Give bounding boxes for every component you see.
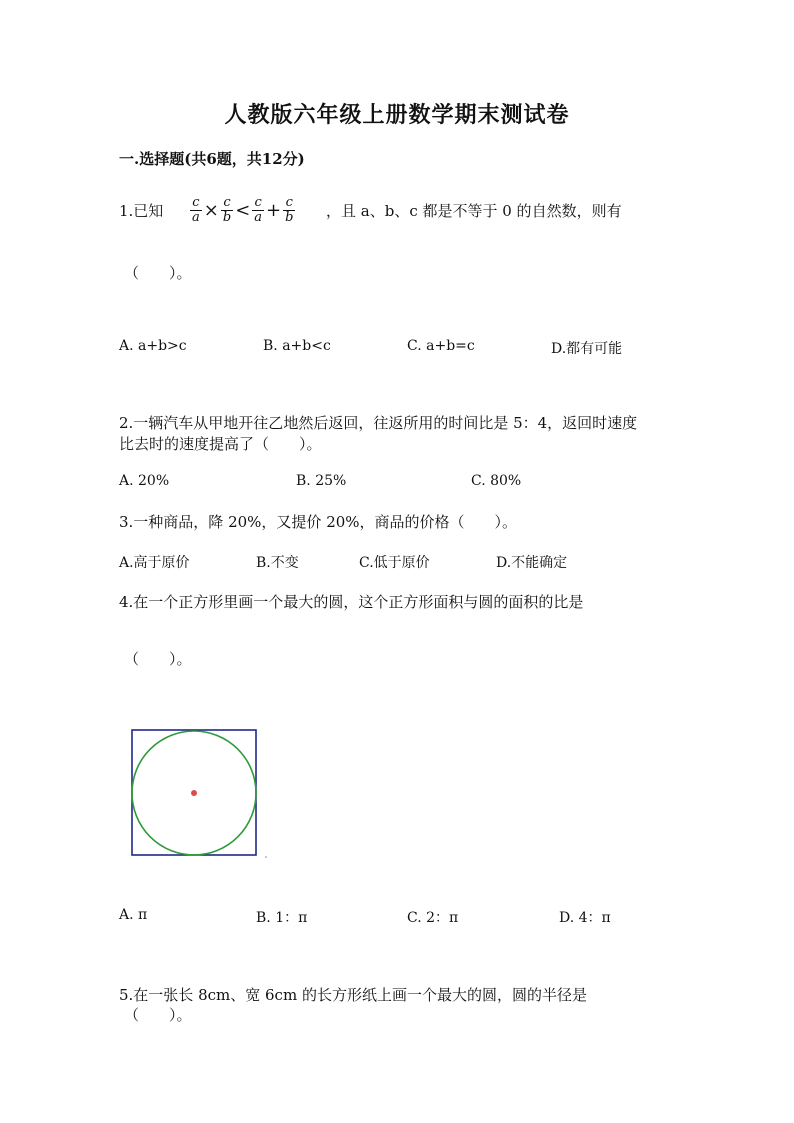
figure-center-point [191, 790, 197, 796]
q1-op1: × [203, 200, 219, 221]
q3-option-b: B.不变 [256, 555, 299, 571]
q1-fraction-1 [190, 196, 202, 225]
q4-blank: （ ）。 [124, 650, 192, 668]
page-title: 人教版六年级上册数学期末测试卷 [224, 102, 570, 128]
q4-option-c: C. 2：π [407, 910, 459, 926]
q1-fraction-2 [221, 196, 233, 225]
figure-dot [265, 856, 267, 858]
q2-text-line1: 2.一辆汽车从甲地开往乙地然后返回，往返所用的时间比是 5：4，返回时速度 [119, 414, 638, 432]
q4-option-a: A. π [119, 907, 148, 923]
q1-formula [190, 196, 295, 225]
q1-fraction-3 [252, 196, 264, 225]
q1-f4-den: b [285, 210, 294, 225]
q3-option-a: A.高于原价 [119, 555, 190, 571]
q3-text: 3.一种商品，降 20%，又提价 20%，商品的价格（ ）。 [119, 513, 518, 531]
q1-option-d: D.都有可能 [551, 341, 623, 357]
q2-option-a: A. 20% [119, 473, 170, 489]
q2-text-line2: 比去时的速度提高了（ ）。 [119, 435, 322, 453]
q1-blank: （ ）。 [124, 264, 192, 282]
q1-op3: + [266, 200, 282, 221]
q5-blank: （ ）。 [124, 1006, 192, 1024]
q1-f3-den: a [254, 210, 263, 225]
q4-option-b: B. 1：π [256, 910, 308, 926]
q5-text: 5.在一张长 8cm、宽 6cm 的长方形纸上画一个最大的圆，圆的半径是 [119, 986, 587, 1004]
q1-f1-den: a [192, 210, 200, 225]
q1-op2: < [235, 200, 251, 221]
section-heading: 一.选择题(共6题，共12分) [119, 150, 305, 168]
q1-fraction-4 [283, 196, 295, 225]
q4-text: 4.在一个正方形里画一个最大的圆，这个正方形面积与圆的面积的比是 [119, 593, 584, 611]
q2-option-c: C. 80% [471, 473, 522, 489]
q2-option-b: B. 25% [296, 473, 347, 489]
q1-f2-num: c [221, 196, 233, 211]
q4-option-d: D. 4：π [559, 910, 611, 926]
square-circle-figure [128, 726, 273, 862]
q1-option-c: C. a+b=c [407, 338, 475, 354]
q1-option-b: B. a+b<c [263, 338, 331, 354]
q1-suffix: ，且 a、b、c 都是不等于 0 的自然数，则有 [326, 202, 622, 220]
q3-option-d: D.不能确定 [496, 555, 568, 571]
q1-f2-den: b [222, 210, 232, 225]
q1-f4-num: c [283, 196, 295, 211]
q3-option-c: C.低于原价 [359, 555, 430, 571]
q1-prefix: 1.已知 [119, 202, 164, 220]
q1-option-a: A. a+b>c [119, 338, 187, 354]
q1-f1-num: c [190, 196, 202, 211]
q1-f3-num: c [252, 196, 264, 211]
